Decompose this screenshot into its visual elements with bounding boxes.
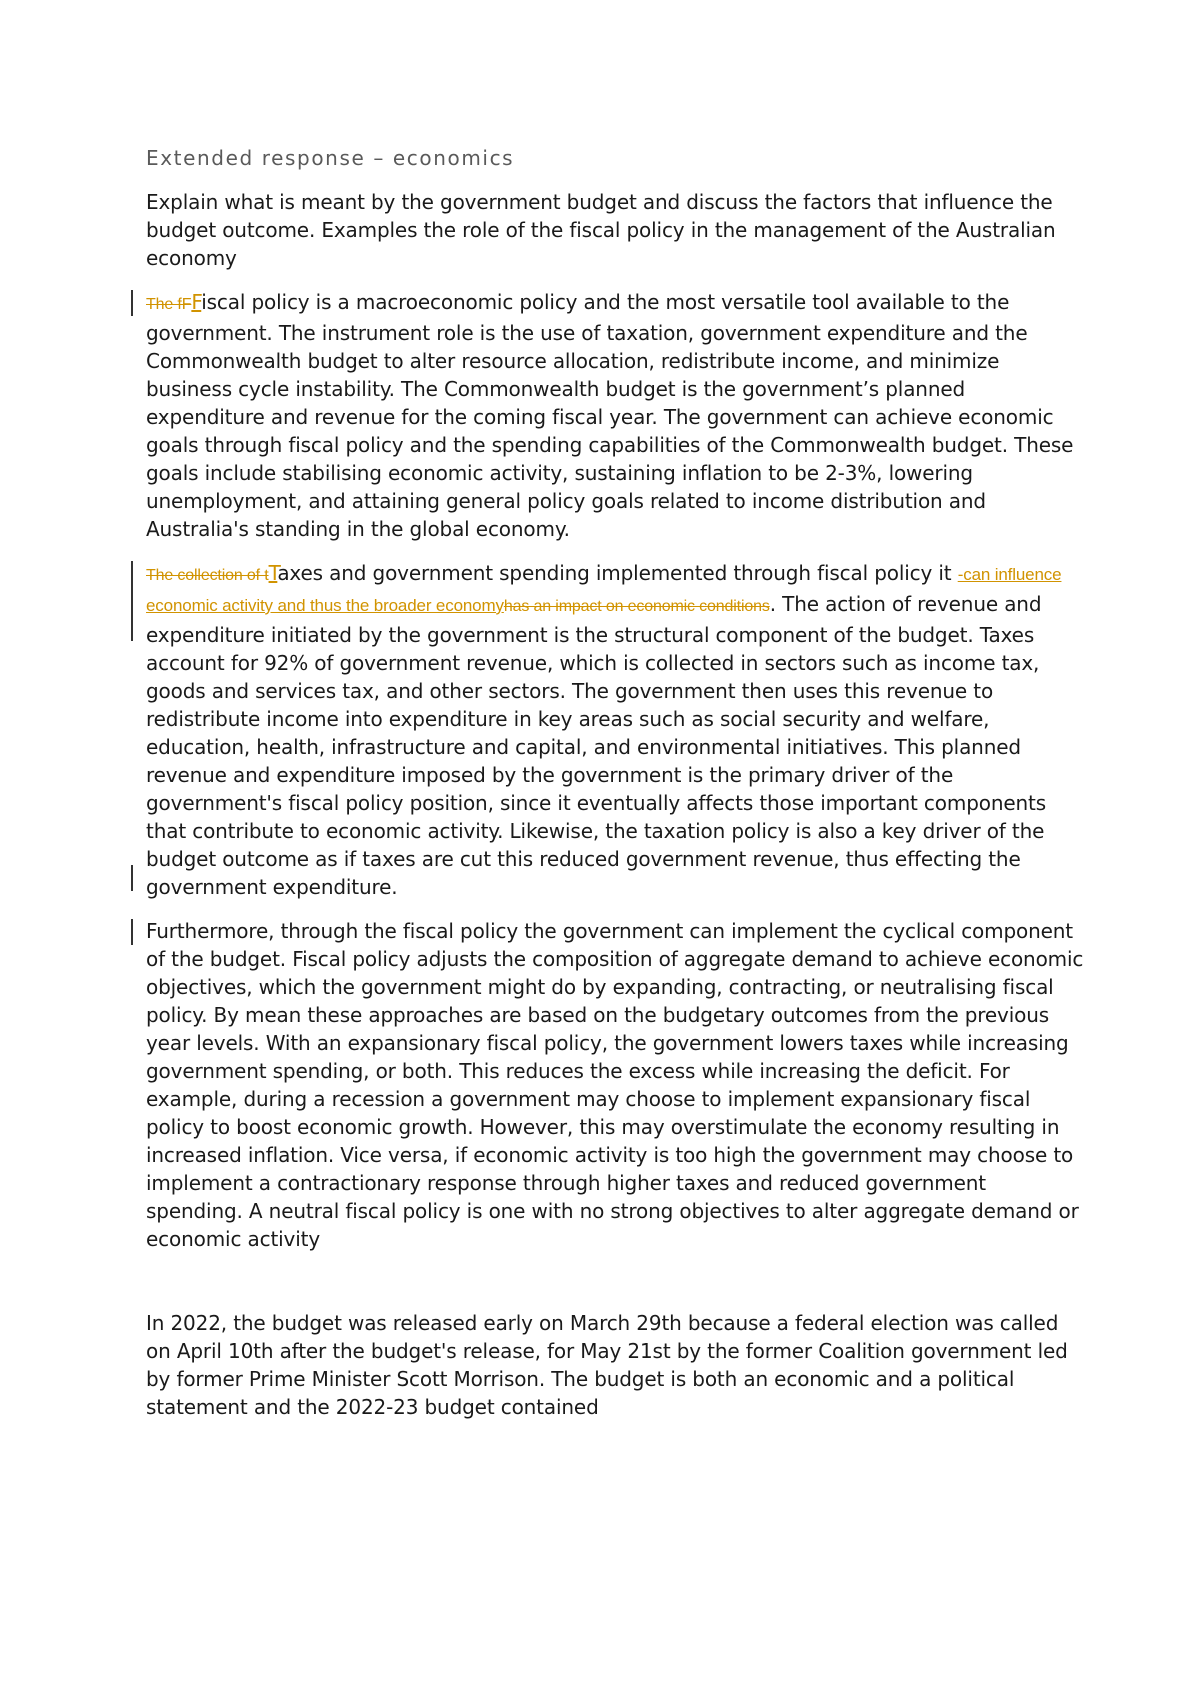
- blank-line: [146, 1269, 1086, 1309]
- document-heading: Extended response – economics: [146, 146, 515, 170]
- paragraph-taxes[interactable]: [146, 559, 1086, 901]
- paragraph-text: axes and government spending implemented through fiscal policy it: [277, 561, 958, 585]
- change-bar: [131, 561, 133, 641]
- tracked-insertion: T: [268, 561, 278, 585]
- paragraph-fiscal-policy[interactable]: [146, 288, 1086, 543]
- paragraph-2022-budget[interactable]: In 2022, the budget was released early on March 29th because a federal election was called on April 10th after the budget's release, for May 21st by the former Coalition government led by former Prime Minister Scott Morrison. The budget is both an economic and a political statement and the 2022-23 budget contained: [146, 1311, 1068, 1419]
- paragraph-text: iscal policy is a macroeconomic policy and the most versatile tool available to the government. The instrument role is the use of taxation, government expenditure and the Commonwealth budget to alter resource allocation, redistribute income, and minimize business cycle instability. The Commonwealth budget is the government’s planned expenditure and revenue for the coming fiscal year. The government can achieve economic goals through fiscal policy and the spending capabilities of the Commonwealth budget. These goals include stabilising economic activity, sustaining inflation to be 2-3%, lowering unemployment, and attaining general policy goals related to income distribution and Australia's standing in the global economy.: [146, 290, 1074, 541]
- document-page: [146, 144, 1086, 1437]
- change-bar: [131, 865, 133, 891]
- paragraph-text: . The action of revenue and expenditure initiated by the government is the structural component of the budget. Taxes account for 92% of government revenue, which is collected in sectors such as income tax, goods and services tax, and other sectors. The government then uses this revenue to redistribute income into expenditure in key areas such as social security and welfare, education, health, infrastructure and capital, and environmental initiatives. This planned revenue and expenditure imposed by the government is the primary driver of the government's fiscal policy position, since it eventually affects those important components that contribute to economic activity. Likewise, the taxation policy is also a key driver of the budget outcome as if taxes are cut this reduced government revenue, thus effecting the government expenditure.: [146, 592, 1046, 899]
- tracked-insertion: F: [191, 290, 202, 314]
- tracked-deletion: The collection of t: [146, 567, 269, 584]
- change-bar: [131, 919, 133, 945]
- tracked-deletion: The fF: [146, 296, 192, 313]
- paragraph-text: Furthermore, through the fiscal policy the government can implement the cyclical component of the budget. Fiscal policy adjusts the composition of aggregate demand to achieve economic objectives, which the government might do by expanding, contracting, or neutralising fiscal policy. By mean these approaches are based on the budgetary outcomes from the previous year levels. With an expansionary fiscal policy, the government lowers taxes while increasing government spending, or both. This reduces the excess while increasing the deficit. For example, during a recession a government may choose to implement expansionary fiscal policy to boost economic growth. However, this may overstimulate the economy resulting in increased inflation. Vice versa, if economic activity is too high the government may choose to implement a contractionary response through higher taxes and reduced government spending. A neutral fiscal policy is one with no strong objectives to alter aggregate demand or economic activity: [146, 919, 1084, 1251]
- question-paragraph: Explain what is meant by the government budget and discuss the factors that influence the budget outcome. Examples the role of the fiscal policy in the management of the Australian economy: [146, 190, 1056, 270]
- tracked-insertion: -can influence economic activity and thus the broader economy: [146, 565, 1062, 615]
- change-bar: [131, 290, 133, 316]
- paragraph-cyclical[interactable]: [146, 917, 1086, 1253]
- tracked-deletion: has an impact on economic conditions: [503, 598, 770, 615]
